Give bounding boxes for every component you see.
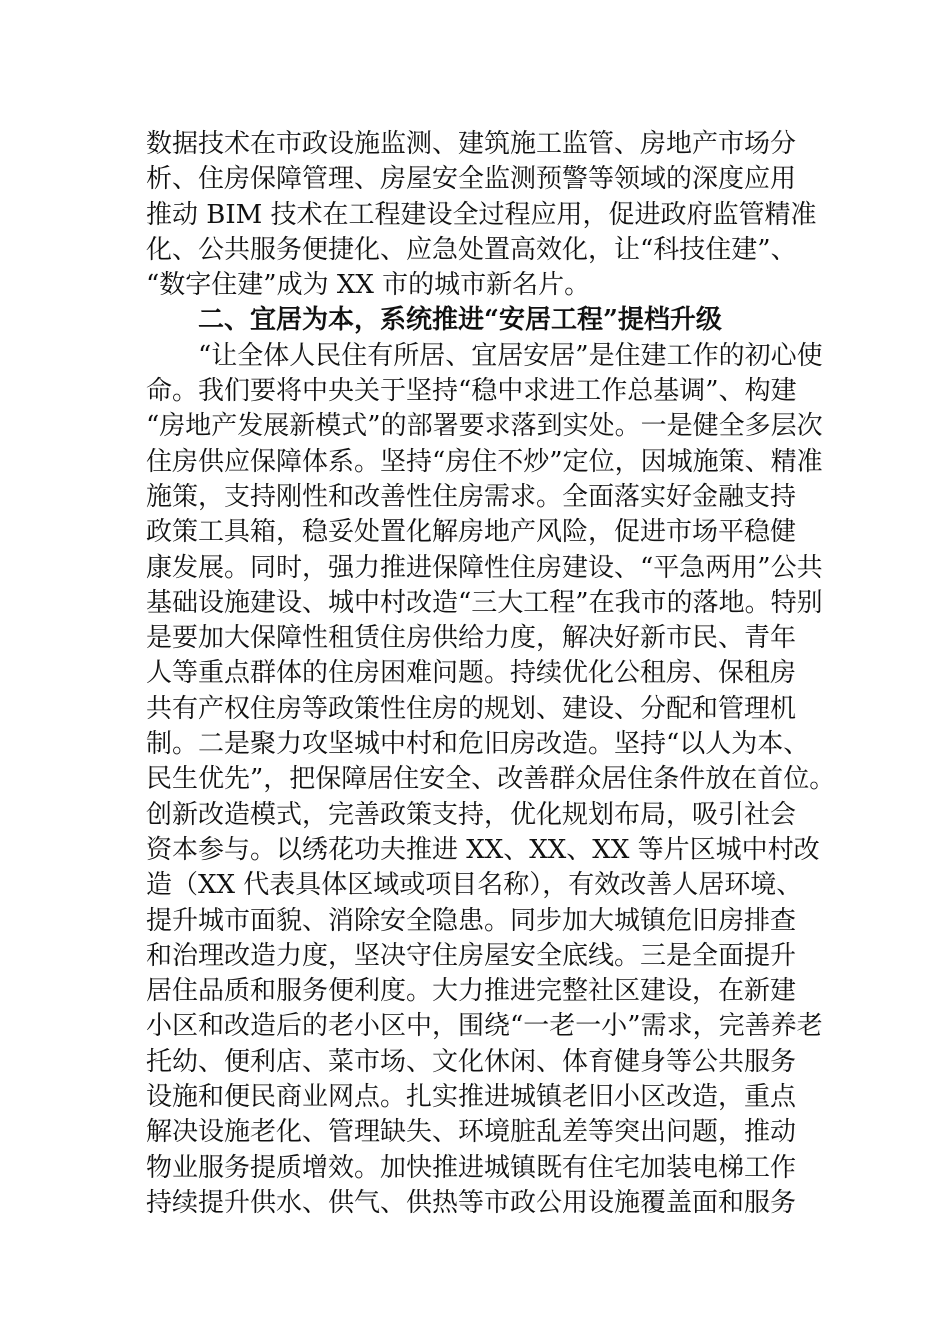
- section-heading: 二、宜居为本，系统推进“安居工程”提档升级: [198, 305, 722, 336]
- text-line: “数字住建”成为 XX 市的城市新名片。: [146, 270, 591, 301]
- text-line: 小区和改造后的老小区中，围绕“一老一小”需求，完善养老: [146, 1011, 823, 1042]
- text-line: 居住品质和服务便利度。大力推进完整社区建设，在新建: [146, 976, 797, 1007]
- text-line: 持续提升供水、供气、供热等市政公用设施覆盖面和服务: [146, 1187, 797, 1218]
- document-body: [146, 127, 836, 1221]
- text-line: 推动 BIM 技术在工程建设全过程应用，促进政府监管精准: [146, 199, 817, 230]
- text-line: 造（XX 代表具体区域或项目名称），有效改善人居环境、: [146, 870, 803, 901]
- text-line: 施策，支持刚性和改善性住房需求。全面落实好金融支持: [146, 481, 797, 512]
- text-line: 基础设施建设、城中村改造“三大工程”在我市的落地。特别: [146, 587, 823, 618]
- text-line: 资本参与。以绣花功夫推进 XX、XX、XX 等片区城中村改: [146, 834, 820, 865]
- text-line: 制。二是聚力攻坚城中村和危旧房改造。坚持“以人为本、: [146, 729, 810, 760]
- text-line: 解决设施老化、管理缺失、环境脏乱差等突出问题，推动: [146, 1117, 797, 1148]
- text-line: 民生优先”，把保障居住安全、改善群众居住条件放在首位。: [146, 764, 836, 795]
- text-line: 提升城市面貌、消除安全隐患。同步加大城镇危旧房排查: [146, 905, 797, 936]
- text-line: 康发展。同时，强力推进保障性住房建设、“平急两用”公共: [146, 552, 823, 583]
- text-line: “让全体人民住有所居、宜居安居”是住建工作的初心使: [198, 340, 823, 371]
- text-line: 物业服务提质增效。加快推进城镇既有住宅加装电梯工作: [146, 1152, 797, 1183]
- text-line: 共有产权住房等政策性住房的规划、建设、分配和管理机: [146, 693, 797, 724]
- text-line: 命。我们要将中央关于坚持“稳中求进工作总基调”、构建: [146, 376, 797, 407]
- text-line: 析、住房保障管理、房屋安全监测预警等领域的深度应用: [146, 164, 797, 195]
- text-line: 创新改造模式，完善政策支持，优化规划布局，吸引社会: [146, 799, 797, 830]
- text-line: 托幼、便利店、菜市场、文化休闲、体育健身等公共服务: [146, 1046, 797, 1077]
- text-line: 住房供应保障体系。坚持“房住不炒”定位，因城施策、精准: [146, 446, 823, 477]
- text-line: 数据技术在市政设施监测、建筑施工监管、房地产市场分: [146, 129, 797, 159]
- text-line: 是要加大保障性租赁住房供给力度，解决好新市民、青年: [146, 623, 797, 654]
- text-line: 政策工具箱，稳妥处置化解房地产风险，促进市场平稳健: [146, 517, 797, 548]
- text-line: 设施和便民商业网点。扎实推进城镇老旧小区改造，重点: [146, 1082, 797, 1113]
- text-line: 化、公共服务便捷化、应急处置高效化，让“科技住建”、: [146, 234, 797, 265]
- text-line: 人等重点群体的住房困难问题。持续优化公租房、保租房: [146, 658, 797, 689]
- text-line: “房地产发展新模式”的部署要求落到实处。一是健全多层次: [146, 411, 823, 442]
- text-line: 和治理改造力度，坚决守住房屋安全底线。三是全面提升: [146, 940, 797, 971]
